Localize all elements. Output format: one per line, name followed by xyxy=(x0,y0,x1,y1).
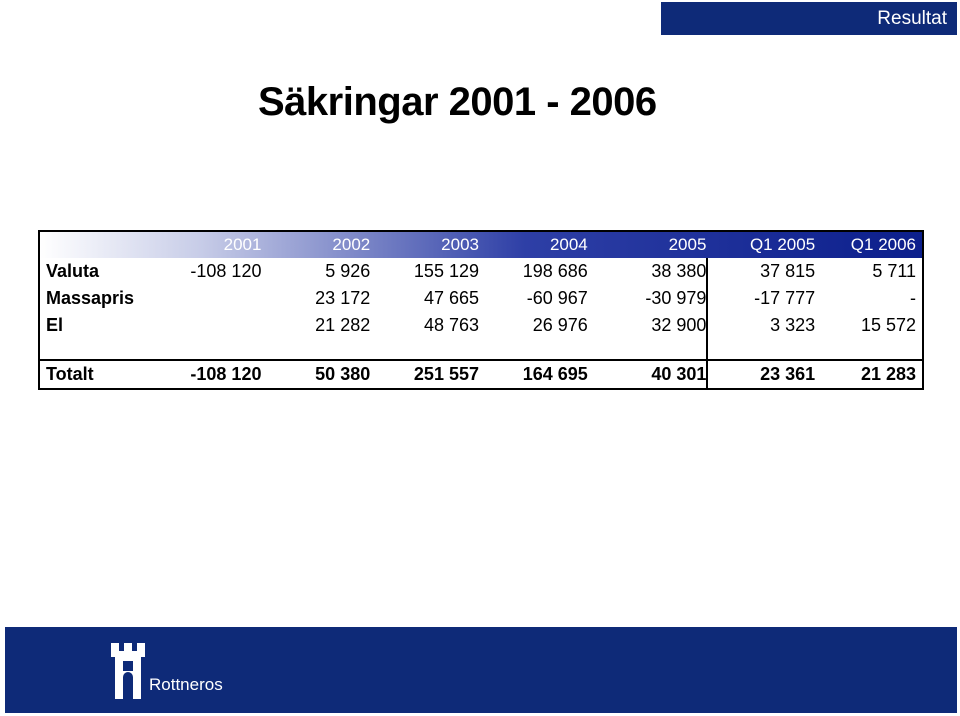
table-cell: 21 282 xyxy=(315,315,371,335)
table-spacer xyxy=(40,339,922,359)
table-header-row xyxy=(40,232,922,258)
column-header: 2003 xyxy=(441,235,479,254)
total-cell: 50 380 xyxy=(315,364,371,384)
table-cell: 15 572 xyxy=(860,315,917,335)
column-divider xyxy=(706,258,708,388)
table-cell: -30 979 xyxy=(645,288,707,308)
castle-tower-logo-icon xyxy=(111,643,145,699)
column-header: 2005 xyxy=(668,235,707,254)
table-cell: 198 686 xyxy=(522,261,588,281)
total-cell: 21 283 xyxy=(860,364,917,384)
table-cell: 38 380 xyxy=(651,261,707,281)
footer-bar xyxy=(5,627,957,713)
table-cell: 37 815 xyxy=(760,261,816,281)
table-row xyxy=(40,312,922,339)
table-row xyxy=(40,258,922,285)
table-row xyxy=(40,285,922,312)
table-cell: 3 323 xyxy=(770,315,816,335)
table-cell: 23 172 xyxy=(315,288,371,308)
column-header: Q1 2006 xyxy=(850,235,917,254)
table-cell: -17 777 xyxy=(754,288,816,308)
hedging-table xyxy=(38,230,924,390)
total-cell: 23 361 xyxy=(760,364,816,384)
table-cell: 5 926 xyxy=(325,261,371,281)
section-label: Resultat xyxy=(877,7,947,29)
table-cell: 5 711 xyxy=(872,261,917,281)
page-title: Säkringar 2001 - 2006 xyxy=(258,80,657,124)
table-cell: 26 976 xyxy=(532,315,588,335)
table-cell: 48 763 xyxy=(423,315,479,335)
total-cell: 251 557 xyxy=(413,364,479,384)
section-tab xyxy=(661,2,957,35)
column-header: 2001 xyxy=(223,235,262,254)
logo-text: Rottneros xyxy=(149,675,223,694)
column-header: Q1 2005 xyxy=(749,235,816,254)
total-cell: 164 695 xyxy=(522,364,588,384)
column-header: 2004 xyxy=(549,235,588,254)
table-cell: - xyxy=(910,288,917,308)
table-cell: -60 967 xyxy=(526,288,588,308)
row-label: El xyxy=(46,315,64,335)
total-cell: 40 301 xyxy=(651,364,707,384)
rottneros-logo xyxy=(111,643,231,703)
column-header: 2002 xyxy=(332,235,371,254)
row-label: Massapris xyxy=(46,288,135,308)
total-cell: -108 120 xyxy=(190,364,262,384)
table-cell: -108 120 xyxy=(190,261,262,281)
total-label: Totalt xyxy=(46,364,94,384)
row-label: Valuta xyxy=(46,261,100,281)
table-cell: 47 665 xyxy=(423,288,479,308)
table-cell: 32 900 xyxy=(651,315,707,335)
table-cell: 155 129 xyxy=(413,261,479,281)
table-total-row xyxy=(40,359,922,388)
